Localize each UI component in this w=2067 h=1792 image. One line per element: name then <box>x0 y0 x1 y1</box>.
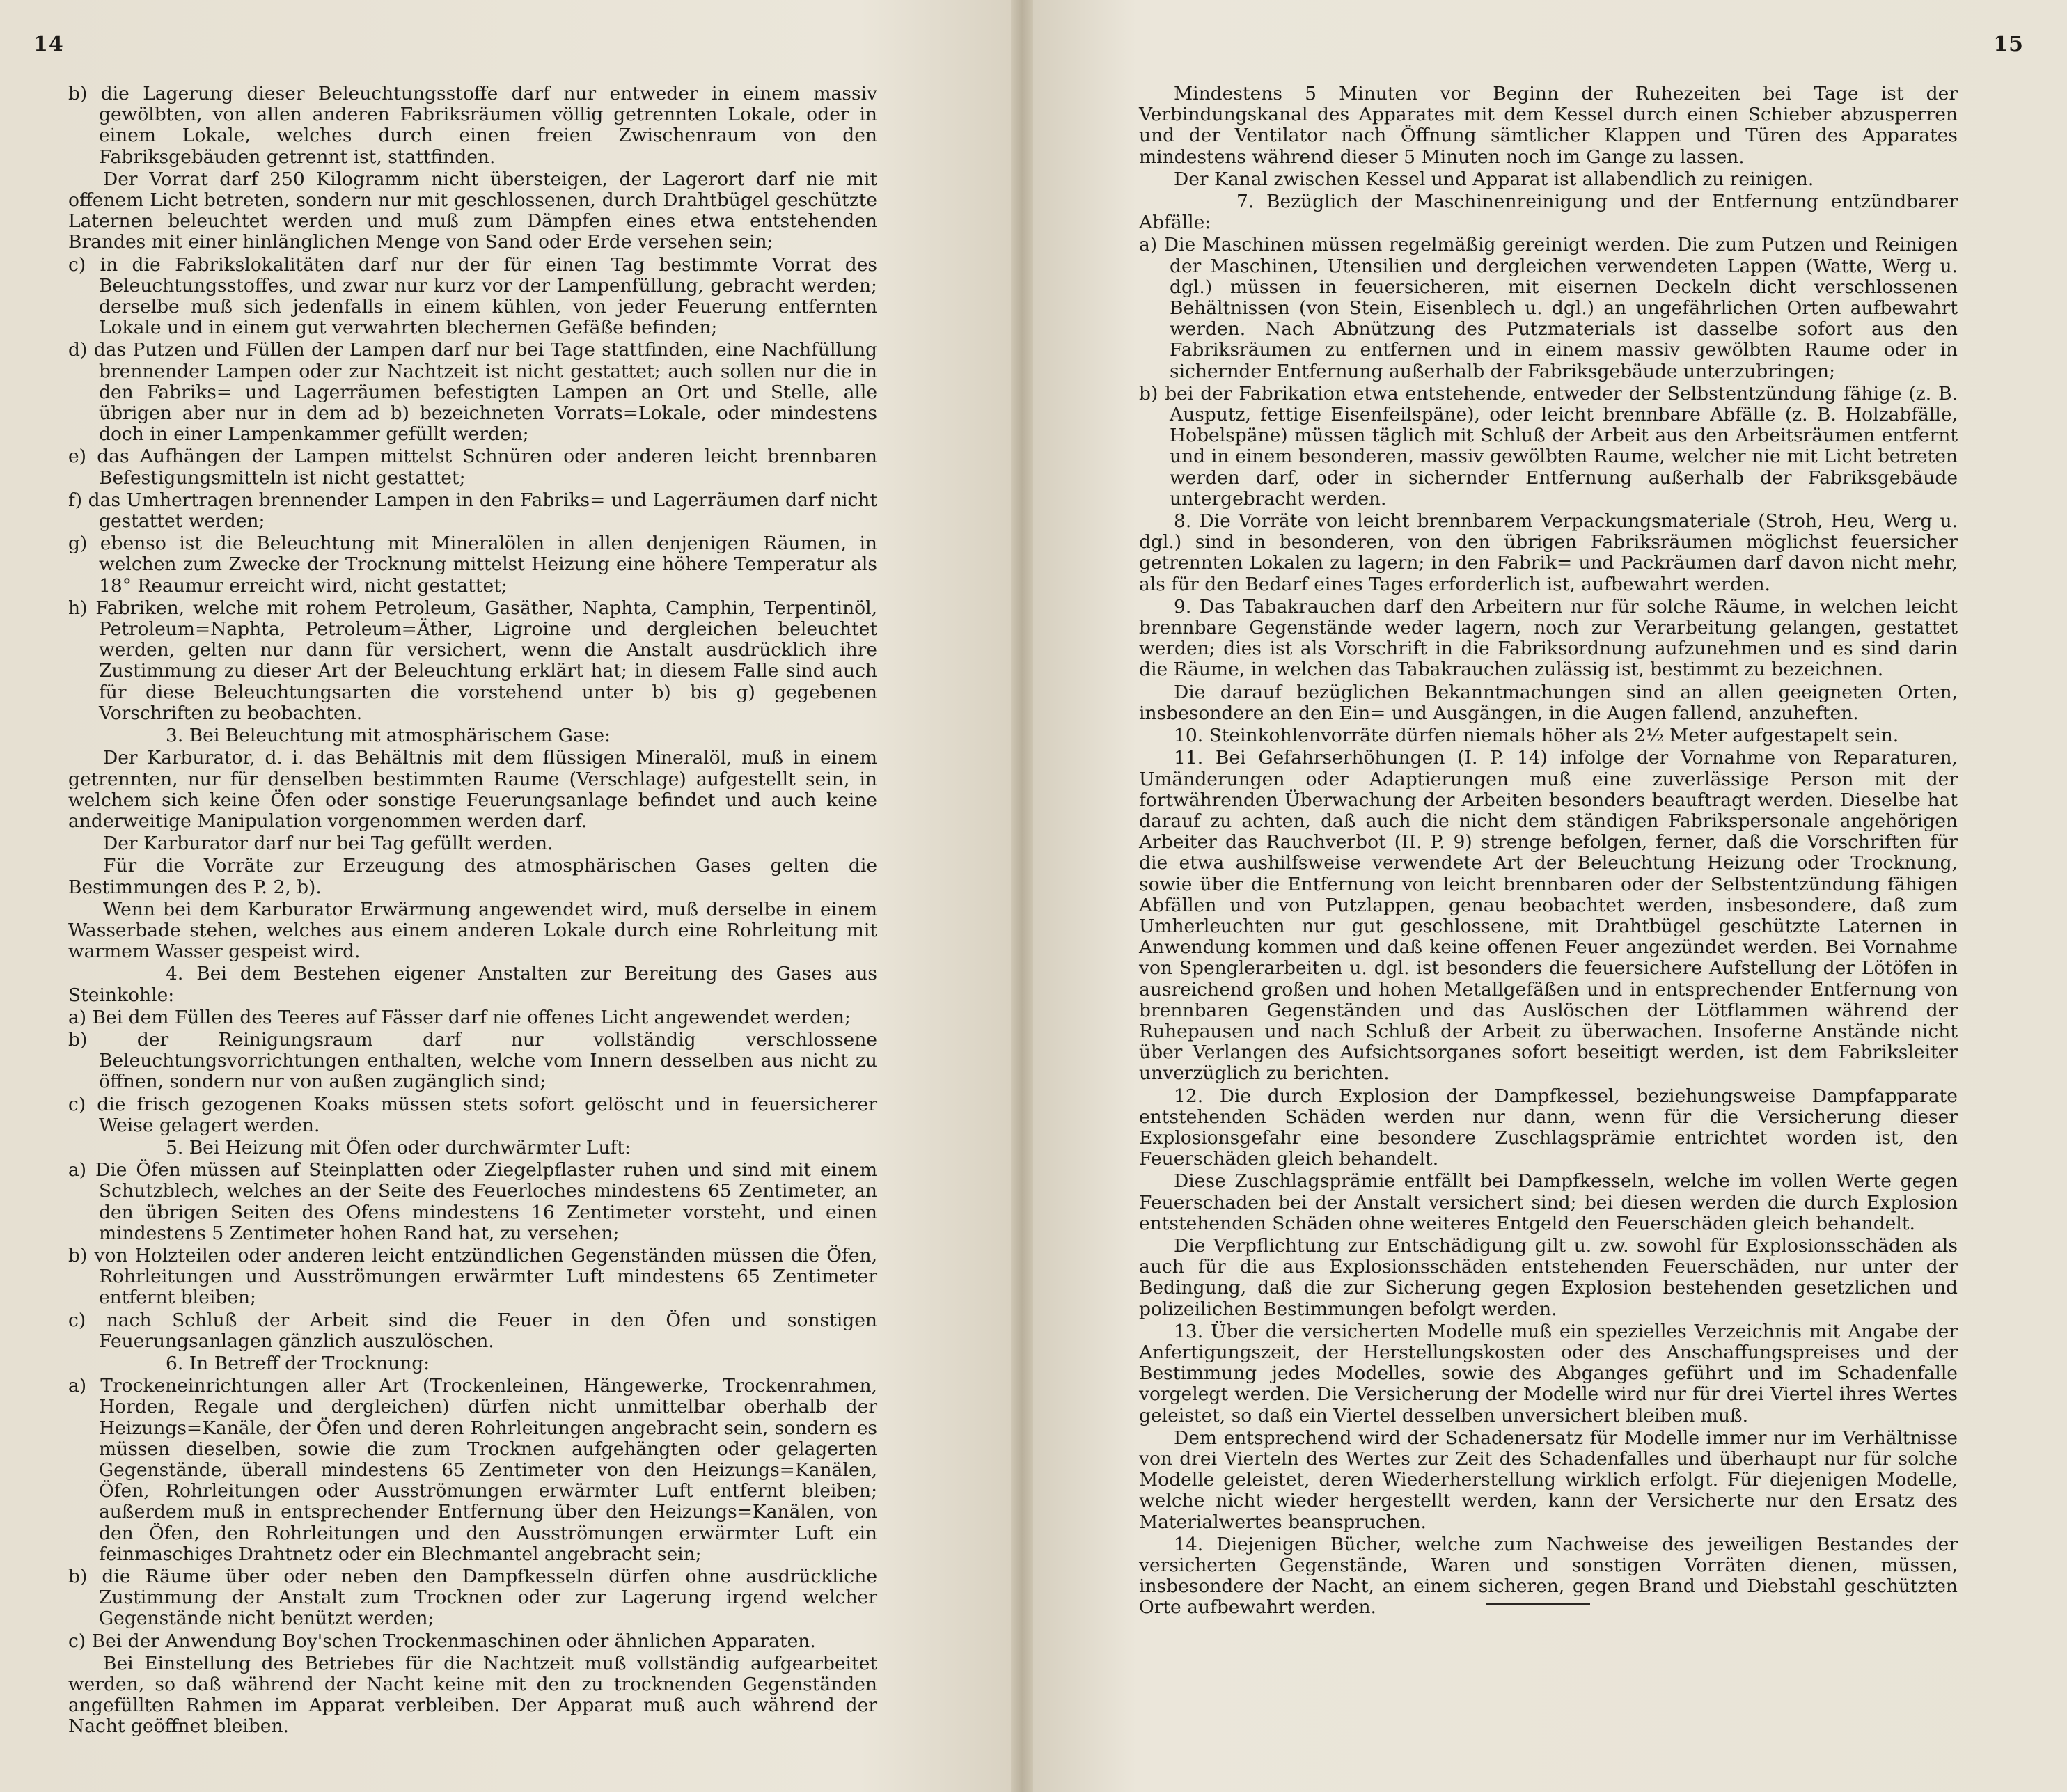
paragraph: 10. Steinkohlenvorräte dürfen niemals höher als 2½ Meter aufgestapelt sein. <box>1174 725 1899 747</box>
paragraph: Die Verpflichtung zur Entschädigung gilt u. zw. sowohl für Explosionsschäden als auch für die aus Explosionsschäden entstehenden Feuerschäden, nur unter der Bedingung, daß die zur Sicherung gegen Explosion bestehenden gesetzlichen und polizeilichen Bestimmungen befolgt werden. <box>1139 1234 1958 1320</box>
paragraph: b) die Räume über oder neben den Dampfkesseln dürfen ohne ausdrückliche Zustimmung der Anstalt zum Trocknen oder zur Lagerung irgend welcher Gegenstände nicht benützt werden; <box>68 1566 877 1630</box>
paragraph: Bei Einstellung des Betriebes für die Nachtzeit muß vollständig aufgearbeitet werden, so daß während der Nacht keine mit den zu trocknenden Gegenständen angefüllten Rahmen im Apparat verbleiben. Der Apparat muß auch während der Nacht geöffnet bleiben. <box>68 1652 877 1738</box>
paragraph: 5. Bei Heizung mit Öfen oder durchwärmter Luft: <box>166 1136 631 1158</box>
paragraph: a) Trockeneinrichtungen aller Art (Trockenleinen, Hängewerke, Trockenrahmen, Horden, Regale und dergleichen) dürfen nicht unmittelbar oberhalb der Heizungs=Kanäle, der Öfen und deren Rohrleitungen angebracht sein, sondern es müssen dieselben, sowie die zum Trocknen aufgehängten oder gelagerten Gegenstände, überall mindestens 65 Zentimeter von den Heizungs=Kanälen, Öfen, Rohrleitungen oder Ausströmungen erwärmter Luft entfernt bleiben; außerdem muß in entsprechender Entfernung über den Heizungs=Kanälen, von den Öfen, den Rohrleitungen und den Ausströmungen erwärmter Luft ein feinmaschiges Drahtnetz oder ein Blechmantel angebracht sein; <box>68 1375 877 1565</box>
paragraph: Der Vorrat darf 250 Kilogramm nicht übersteigen, der Lagerort darf nie mit offenem Licht betreten, sondern nur mit geschlossenen, durch Drahtbügel geschützte Laternen beleuchtet werden und muß zum Dämpfen eines etwa entstehenden Brandes mit einer hinlänglichen Menge von Sand oder Erde versehen sein; <box>68 168 877 253</box>
paragraph: 3. Bei Beleuchtung mit atmosphärischem Gase: <box>166 725 611 747</box>
paragraph: Der Kanal zwischen Kessel und Apparat ist allabendlich zu reinigen. <box>1174 168 1814 190</box>
right-page <box>1033 0 2067 1792</box>
paragraph: b) die Lagerung dieser Beleuchtungsstoffe darf nur entweder in einem massiv gewölbten, von allen anderen Fabriksräumen völlig getrennten Lokale, oder in einem Lokale, welches durch einen freien Zwischenraum von den Fabriksgebäuden getrennt ist, stattfinden. <box>68 83 877 168</box>
page-number: 14 <box>33 32 64 56</box>
paragraph: b) der Reinigungsraum darf nur vollständig verschlossene Beleuchtungsvorrichtungen enthalten, welche vom Innern desselben aus nicht zu öffnen, sondern nur von außen zugänglich sind; <box>68 1028 877 1093</box>
paragraph: 13. Über die versicherten Modelle muß ein spezielles Verzeichnis mit Angabe der Anfertigungszeit, der Herstellungskosten oder des Anschaffungspreises und der Bestimmung jedes Modelles, sowie des Abganges geführt und im Schadenfalle vorgelegt werden. Die Versicherung der Modelle wird nur für drei Viertel ihres Wertes geleistet, so daß ein Viertel desselben unversichert bleiben muß. <box>1139 1320 1958 1426</box>
paragraph: b) von Holzteilen oder anderen leicht entzündlichen Gegenständen müssen die Öfen, Rohrleitungen und Ausströmungen erwärmter Luft mindestens 65 Zentimeter entfernt bleiben; <box>68 1244 877 1309</box>
book-gutter <box>1011 0 1033 1792</box>
paragraph: Der Karburator, d. i. das Behältnis mit dem flüssigen Mineralöl, muß in einem getrennten, nur für denselben bestimmten Raume (Verschlage) aufgestellt sein, in welchem sich keine Öfen oder sonstige Feuerungsanlage befindet und auch keine anderweitige Manipulation vorgenommen werden darf. <box>68 747 877 832</box>
paragraph: Der Karburator darf nur bei Tag gefüllt werden. <box>103 833 553 855</box>
paragraph: 8. Die Vorräte von leicht brennbarem Verpackungsmateriale (Stroh, Heu, Werg u. dgl.) sind in besonderen, von den übrigen Fabriksräumen möglichst feuersicher getrennten Lokalen zu lagern; in den Fabrik= und Packräumen darf davon nicht mehr, als für den Bedarf eines Tages erforderlich ist, aufbewahrt werden. <box>1139 510 1958 595</box>
paragraph: g) ebenso ist die Beleuchtung mit Mineralölen in allen denjenigen Räumen, in welchen zum Zwecke der Trocknung mittelst Heizung eine höhere Temperatur als 18° Reaumur erreicht wird, nicht gestattet; <box>68 533 877 597</box>
paragraph: a) Die Öfen müssen auf Steinplatten oder Ziegelpflaster ruhen und sind mit einem Schutzblech, welches an der Seite des Feuerloches mindestens 65 Zentimeter, an den übrigen Seiten des Ofens mindestens 16 Zentimeter vorsteht, und einen mindestens 5 Zentimeter hohen Rand hat, zu versehen; <box>68 1159 877 1244</box>
paragraph: f) das Umhertragen brennender Lampen in den Fabriks= und Lagerräumen darf nicht gestattet werden; <box>68 489 877 533</box>
paragraph: Für die Vorräte zur Erzeugung des atmosphärischen Gases gelten die Bestimmungen des P. 2, b). <box>68 855 877 898</box>
paragraph: Mindestens 5 Minuten vor Beginn der Ruhezeiten bei Tage ist der Verbindungskanal des Apparates mit dem Kessel durch einen Schieber abzusperren und der Ventilator nach Öffnung sämtlicher Klappen und Türen des Apparates mindestens während dieser 5 Minuten noch im Gange zu lassen. <box>1139 83 1958 168</box>
paragraph: b) bei der Fabrikation etwa entstehende, entweder der Selbstentzündung fähige (z. B. Ausputz, fettige Eisenfeilspäne), oder leicht brennbare Abfälle (z. B. Holzabfälle, Hobelspäne) müssen täglich mit Schluß der Arbeit aus den Arbeitsräumen entfernt und in einem besonderen, massiv gewölbten Raume, welcher nie mit Licht betreten werden darf, oder in sichernder Entfernung außerhalb der Fabriksgebäude untergebracht werden. <box>1139 382 1958 510</box>
paragraph: 9. Das Tabakrauchen darf den Arbeitern nur für solche Räume, in welchen leicht brennbare Gegenstände weder lagern, noch zur Verarbeitung gelangen, gestattet werden; dies ist als Vorschrift in die Fabriksordnung aufzunehmen und es sind darin die Räume, in welchen das Tabakrauchen zulässig ist, bestimmt zu bezeichnen. <box>1139 595 1958 681</box>
page-text <box>68 84 877 1739</box>
paragraph: h) Fabriken, welche mit rohem Petroleum, Gasäther, Naphta, Camphin, Terpentinöl, Petroleum=Naphta, Petroleum=Äther, Ligroine und dergleichen beleuchtet werden, gelten nur dann für versichert, wenn die Anstalt ausdrücklich ihre Zustimmung zu dieser Art der Beleuchtung erklärt hat; in diesem Falle sind auch für diese Beleuchtungsarten die vorstehend unter b) bis g) gegebenen Vorschriften zu beobachten. <box>68 597 877 724</box>
paragraph: c) Bei der Anwendung Boy'schen Trockenmaschinen oder ähnlichen Apparaten. <box>68 1630 816 1652</box>
paragraph: 11. Bei Gefahrserhöhungen (I. P. 14) infolge der Vornahme von Reparaturen, Umänderungen oder Adaptierungen muß eine zuverlässige Person mit der fortwährenden Überwachung der Arbeiten besonders beauftragt werden. Dieselbe hat darauf zu achten, daß auch die nicht dem ständigen Fabrikspersonale angehörigen Arbeiter das Rauchverbot (II. P. 9) strenge befolgen, ferner, daß die Vorschriften für die etwa aushilfsweise verwendete Art der Beleuchtung Heizung oder Trocknung, sowie über die Entfernung von leicht brennbaren oder der Selbstentzündung fähigen Abfällen und von Putzlappen, genau beobachtet werden, insbesondere, daß zum Umherleuchten nur gut geschlossene, mit Drahtbügel geschützte Laternen in Anwendung kommen und daß keine offenen Feuer angezündet werden. Bei Vornahme von Spenglerarbeiten u. dgl. ist besonders die feuersichere Aufstellung der Lötöfen in ausreichend großen und hohen Metallgefäßen und in entsprechender Entfernung von brennbaren Gegenständen und das Auslöschen der Lötflammen während der Ruhepausen und nach Schluß der Arbeit zu überwachen. Insoferne Anstände nicht über Verlangen des Aufsichtsorganes sofort beseitigt werden, ist dem Fabriksleiter unverzüglich zu berichten. <box>1139 747 1958 1085</box>
paragraph: d) das Putzen und Füllen der Lampen darf nur bei Tage stattfinden, eine Nachfüllung brennender Lampen oder zur Nachtzeit ist nicht gestattet; auch sollen nur die in den Fabriks= und Lagerräumen befestigten Lampen an Ort und Stelle, alle übrigen aber nur in dem ad b) bezeichneten Vorrats=Lokale, oder mindestens doch in einer Lampenkammer gefüllt werden; <box>68 339 877 446</box>
paragraph: 12. Die durch Explosion der Dampfkessel, beziehungsweise Dampfapparate entstehenden Schäden werden nur dann, wenn für die Versicherung dieser Explosionsgefahr eine besondere Zuschlagsprämie entrichtet worden ist, den Feuerschäden gleich behandelt. <box>1139 1085 1958 1170</box>
page-number: 15 <box>1993 32 2024 56</box>
paragraph: 6. In Betreff der Trocknung: <box>166 1352 430 1374</box>
paragraph: 4. Bei dem Bestehen eigener Anstalten zur Bereitung des Gases aus Steinkohle: <box>68 963 877 1006</box>
paragraph: 14. Diejenigen Bücher, welche zum Nachweise des jeweiligen Bestandes der versicherten Gegenstände, Waren und sonstigen Vorräten dienen, müssen, insbesondere der Nacht, an einem sicheren, gegen Brand und Diebstahl geschützten Orte aufbewahrt werden. <box>1139 1533 1958 1619</box>
paragraph: Diese Zuschlagsprämie entfällt bei Dampfkesseln, welche im vollen Werte gegen Feuerschaden bei der Anstalt versichert sind; bei diesen werden die durch Explosion entstehenden Schäden ohne weiteres Entgeld den Feuerschäden gleich behandelt. <box>1139 1170 1958 1234</box>
paragraph: e) das Aufhängen der Lampen mittelst Schnüren oder anderen leicht brennbaren Befestigungsmitteln ist nicht gestattet; <box>68 446 877 489</box>
paragraph: a) Die Maschinen müssen regelmäßig gereinigt werden. Die zum Putzen und Reinigen der Maschinen, Utensilien und dergleichen verwendeten Lappen (Watte, Werg u. dgl.) müssen in feuersicheren, mit eisernen Deckeln dicht verschlossenen Behältnissen (von Stein, Eisenblech u. dgl.) an ungefährlichen Orten aufbewahrt werden. Nach Abnützung des Putzmaterials ist dasselbe sofort aus den Fabriksräumen zu entfernen und in einem massiv gewölbten Raume oder in sichernder Entfernung außerhalb der Fabriksgebäude unterzubringen; <box>1139 234 1958 382</box>
paragraph: Dem entsprechend wird der Schadenersatz für Modelle immer nur im Verhältnisse von drei Vierteln des Wertes zur Zeit des Schadenfalles und überhaupt nur für solche Modelle geleistet, deren Wiederherstellung wirklich erfolgt. Für diejenigen Modelle, welche nicht wieder hergestellt werden, kann der Versicherte nur den Ersatz des Materialwertes beanspruchen. <box>1139 1426 1958 1533</box>
left-page <box>0 0 1011 1792</box>
paragraph: a) Bei dem Füllen des Teeres auf Fässer darf nie offenes Licht angewendet werden; <box>68 1006 851 1028</box>
paragraph: c) in die Fabrikslokalitäten darf nur der für einen Tag bestimmte Vorrat des Beleuchtungsstoffes, und zwar nur kurz vor der Lampenfüllung, gebracht werden; derselbe muß sich jedenfalls in einem kühlen, von jeder Feuerung entfernten Lokale und in einem gut verwahrten blechernen Gefäße befinden; <box>68 253 877 339</box>
page-text <box>1139 84 1958 1620</box>
paragraph: Wenn bei dem Karburator Erwärmung angewendet wird, muß derselbe in einem Wasserbade stehen, welches aus einem anderen Lokale durch eine Rohrleitung mit warmem Wasser gespeist wird. <box>68 898 877 963</box>
end-rule <box>1486 1603 1590 1605</box>
paragraph: c) nach Schluß der Arbeit sind die Feuer in den Öfen und sonstigen Feuerungsanlagen gänzlich auszulöschen. <box>68 1309 877 1352</box>
paragraph: Die darauf bezüglichen Bekanntmachungen sind an allen geeigneten Orten, insbesondere an den Ein= und Ausgängen, in die Augen fallend, anzuheften. <box>1139 681 1958 724</box>
paragraph: 7. Bezüglich der Maschinenreinigung und der Entfernung entzündbarer Abfälle: <box>1139 191 1958 234</box>
paragraph: c) die frisch gezogenen Koaks müssen stets sofort gelöscht und in feuersicherer Weise gelagert werden. <box>68 1093 877 1136</box>
